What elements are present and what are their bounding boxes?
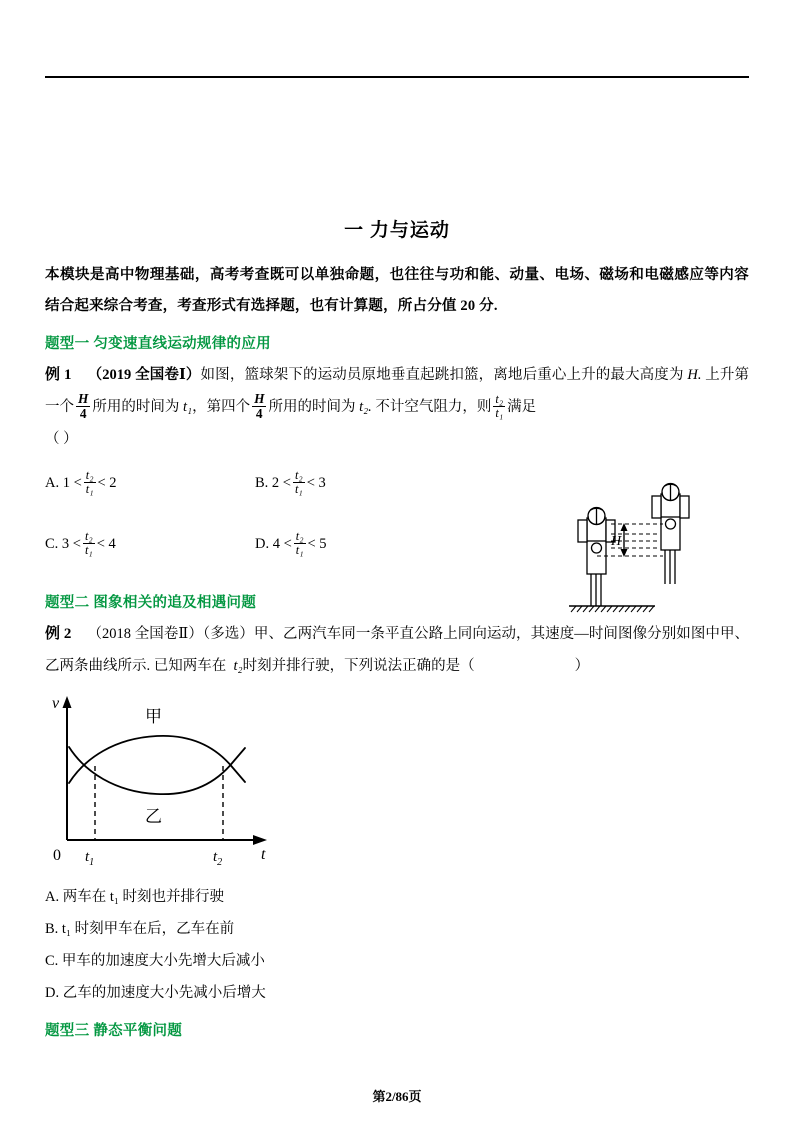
option-a-right: < 2 xyxy=(97,474,117,491)
fraction-denominator: 4 xyxy=(255,405,263,421)
example-1-text-b: 上升第一个 xyxy=(45,367,749,415)
example-2-label: 例 2 xyxy=(45,625,72,642)
fraction-h-over-4-second xyxy=(252,392,266,421)
arm-left xyxy=(652,496,661,518)
option-b[interactable] xyxy=(255,469,465,496)
example-1-text-f: 不计空气阻力，则 xyxy=(375,399,492,415)
example-2-source: （2018 全国卷Ⅱ） xyxy=(87,625,203,642)
example-1-options xyxy=(45,469,465,557)
option-c-key: C. xyxy=(45,535,59,552)
ground-hatching xyxy=(571,606,654,612)
example-2-tag: （多选） xyxy=(202,625,254,642)
height-label-h: H xyxy=(611,534,622,549)
fraction-denominator: t₁ xyxy=(85,481,94,496)
fraction-denominator: t₁ xyxy=(295,542,304,557)
fraction-numerator: t₂ xyxy=(495,392,504,407)
option-a[interactable]: A. 两车在 t₁ 时刻也并排行驶 xyxy=(45,888,225,905)
option-c[interactable] xyxy=(45,530,255,557)
fraction-numerator: H xyxy=(78,390,89,406)
example-2-answer-blank[interactable] xyxy=(475,658,575,674)
option-c-right: < 4 xyxy=(96,535,116,552)
option-b-left: 2 < xyxy=(271,474,291,491)
example-2-body xyxy=(45,618,749,682)
example-1-text-g: 满足 xyxy=(507,399,537,415)
option-a-left: 1 < xyxy=(62,474,82,491)
fraction-denominator: t₁ xyxy=(294,481,303,496)
intro-paragraph: 本模块是高中物理基础，高考考查既可以单独命题，也往往与功和能、动量、电场、磁场和电磁感应等内容结合起来综合考查，考查形式有选择题，也有计算题，所占分值 20 分. xyxy=(45,267,749,314)
example-1-answer-blank[interactable]: （ ） xyxy=(45,431,78,447)
legend-label-yi: 乙 xyxy=(145,806,162,826)
basketball-dunk-figure xyxy=(567,478,742,618)
page-content xyxy=(45,215,749,1046)
x-axis-arrow xyxy=(253,835,267,845)
origin-label: 0 xyxy=(53,846,61,864)
example-1-text-e: 所用的时间为 xyxy=(268,399,356,415)
example-1-text-a: 如图，篮球架下的运动员原地垂直起跳扣篮，离地后重心上升的最大高度为 xyxy=(200,367,684,383)
basketball-figure-svg xyxy=(567,478,742,618)
option-d-right: < 5 xyxy=(307,535,327,552)
example-1-body xyxy=(45,359,749,423)
header-divider xyxy=(45,76,749,78)
standing-player xyxy=(578,508,615,607)
y-axis-label: v xyxy=(52,694,60,712)
option-row-2 xyxy=(45,530,465,557)
example-1-label: 例 1 xyxy=(45,367,72,383)
fraction-h-over-4-first xyxy=(76,392,90,421)
example-1-source: （2019 全国卷Ⅰ） xyxy=(87,367,201,383)
xtick-t2: $t_2$ xyxy=(213,848,223,865)
center-of-mass-marker xyxy=(666,519,676,529)
section-heading-3: 题型三 静态平衡问题 xyxy=(45,1022,183,1039)
option-b-right: < 3 xyxy=(306,474,326,491)
example-1-text-d: ，第四个 xyxy=(192,399,251,415)
option-d-key: D. xyxy=(255,535,270,552)
fraction-t2-over-t1 xyxy=(293,469,305,496)
center-of-mass-marker xyxy=(592,543,602,553)
x-axis-label: t xyxy=(261,845,266,863)
example-1-t2: t₂. xyxy=(359,399,372,415)
ground xyxy=(569,606,655,612)
fraction-numerator: H xyxy=(254,390,265,406)
example-1-symbol-h: H. xyxy=(687,367,702,383)
arm-left xyxy=(578,520,587,542)
section-heading-1: 题型一 匀变速直线运动规律的应用 xyxy=(45,336,271,352)
page-title: 一 力与运动 xyxy=(344,220,450,241)
fraction-numerator: t₂ xyxy=(295,528,304,543)
velocity-time-chart xyxy=(45,690,315,865)
option-c-left: 3 < xyxy=(61,535,81,552)
option-c[interactable]: C. 甲车的加速度大小先增大后减小 xyxy=(45,952,265,969)
option-row-1 xyxy=(45,469,465,496)
example-1-t1: t₁ xyxy=(183,399,193,415)
fraction-numerator: t₂ xyxy=(294,468,303,482)
legend-label-jia: 甲 xyxy=(145,706,162,726)
fraction-denominator: t₁ xyxy=(495,406,504,421)
fraction-denominator: 4 xyxy=(79,405,87,421)
fraction-t2-over-t1-inline xyxy=(493,393,505,420)
option-a-key: A. xyxy=(45,474,60,491)
option-a[interactable] xyxy=(45,469,255,496)
example-2-text-a: 甲、乙两汽车同一条平直公路上同向运动，其速度—时间图像分别如图中甲、乙两条曲线所示. 已知两车在 xyxy=(45,625,750,674)
fraction-t2-over-t1 xyxy=(83,530,95,557)
option-d-left: 4 < xyxy=(272,535,292,552)
option-d[interactable]: D. 乙车的加速度大小先减小后增大 xyxy=(45,984,266,1001)
example-2-t2: t₂ xyxy=(233,657,243,674)
fraction-t2-over-t1 xyxy=(84,469,96,496)
section-heading-2: 题型二 图象相关的追及相遇问题 xyxy=(45,594,257,611)
vt-chart-svg xyxy=(45,690,315,865)
option-d[interactable] xyxy=(255,530,465,557)
example-2-text-c: ） xyxy=(574,657,590,674)
fraction-numerator: t₂ xyxy=(84,528,93,543)
option-b-key: B. xyxy=(255,474,269,491)
y-axis-arrow xyxy=(63,696,72,708)
xtick-t1: $t_1$ xyxy=(85,848,95,865)
fraction-denominator: t₁ xyxy=(84,542,93,557)
example-2-options xyxy=(45,881,749,1009)
example-2-text-b: 时刻并排行驶，下列说法正确的是（ xyxy=(242,657,475,674)
fraction-numerator: t₂ xyxy=(85,468,94,482)
page-footer: 第2/86页 xyxy=(372,1089,422,1104)
example-1-text-c: 所用的时间为 xyxy=(92,399,180,415)
arm-right xyxy=(680,496,689,518)
jumping-player xyxy=(652,484,689,585)
fraction-t2-over-t1 xyxy=(294,530,306,557)
option-b[interactable]: B. t₁ 时刻甲车在后，乙车在前 xyxy=(45,920,235,937)
